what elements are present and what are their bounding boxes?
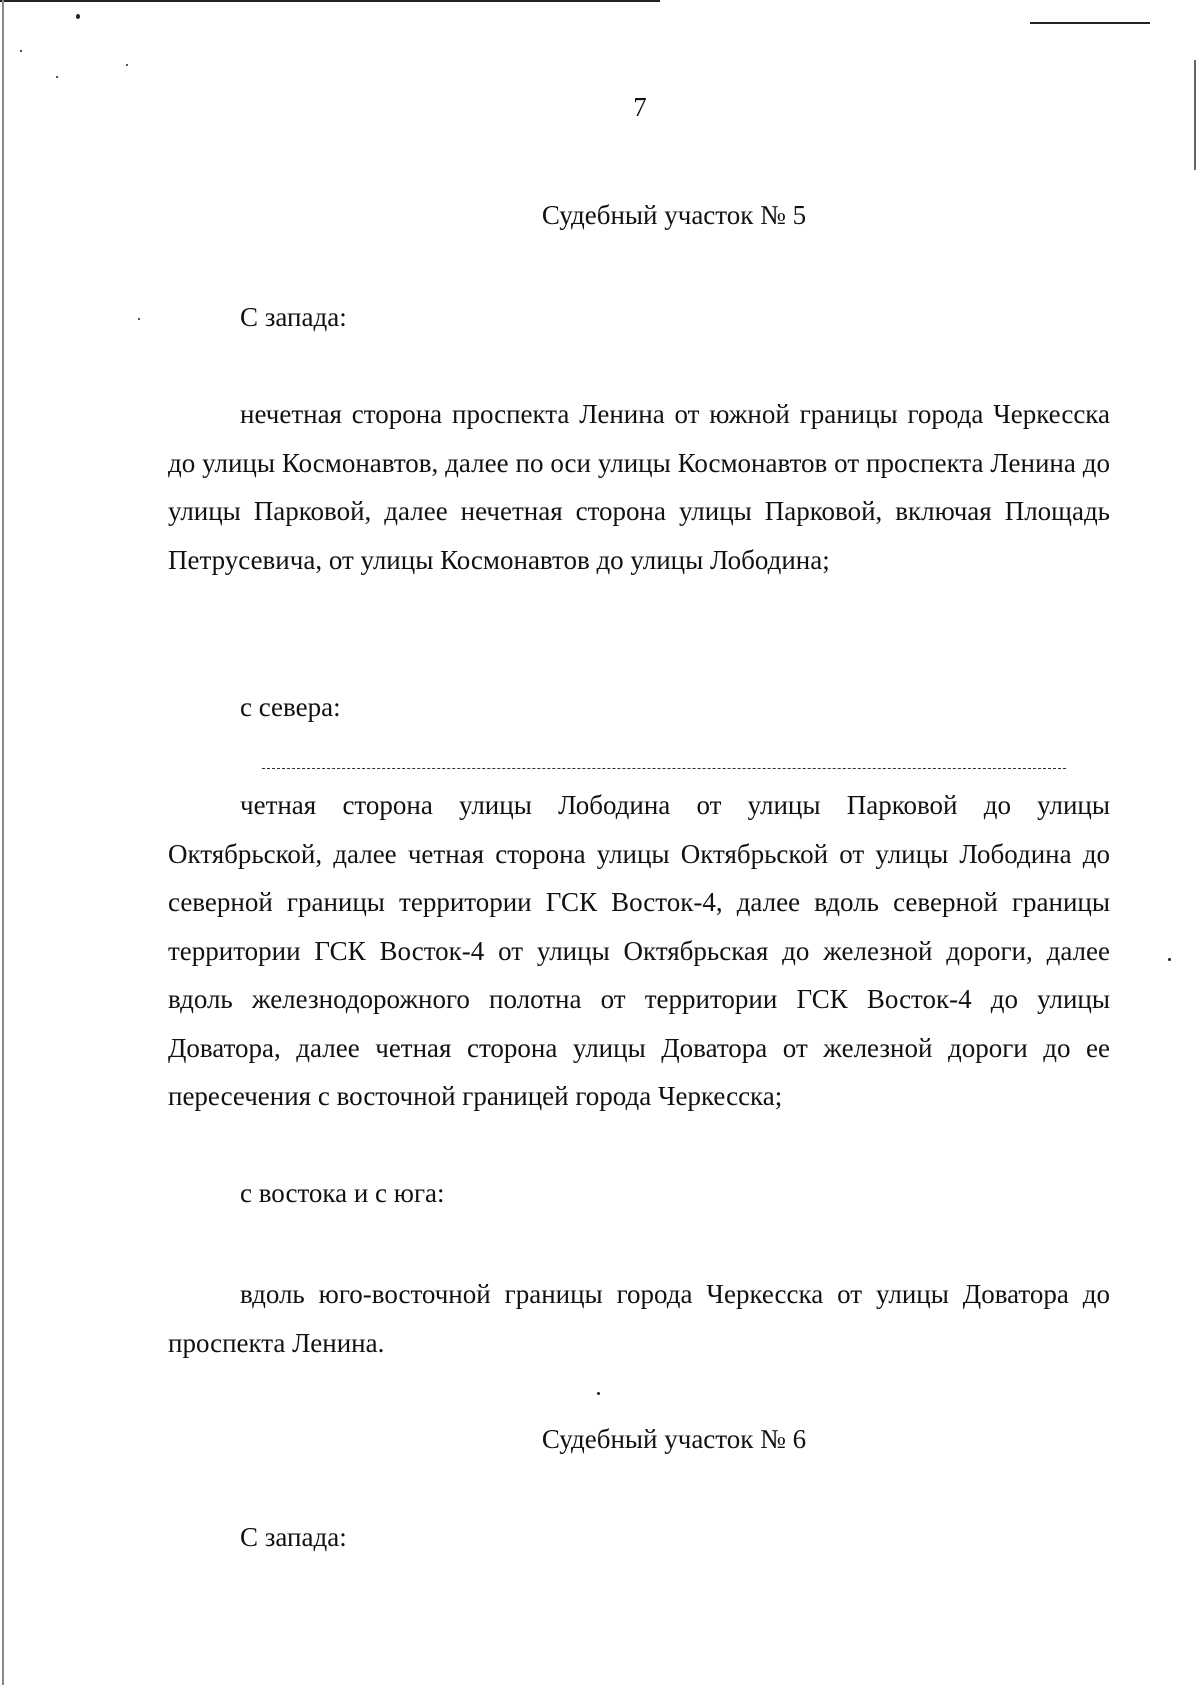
scan-artifact-dashed-rule <box>262 768 1066 769</box>
section-5-north-label: с севера: <box>240 692 341 722</box>
scan-artifact-dot <box>597 1392 600 1395</box>
scan-artifact-dot <box>1168 958 1171 961</box>
scan-artifact-dot <box>138 318 140 320</box>
section-heading-5: Судебный участок № 5 <box>541 200 807 230</box>
section-5-north-text: четная сторона улицы Лободина от улицы Парковой до улицы Октябрьской, далее четная сторона улицы Октябрьской от улицы Лободина до северной границы территории ГСК Восток-4, далее вдоль северной границы территории ГСК Восток-4 от улицы Октябрьская до железной дороги, далее вдоль железнодорожного полотна от территории ГСК Восток-4 до улицы Доватора, далее четная сторона улицы Доватора от железной дороги до ее пересечения с восточной границей города Черкесска; <box>168 790 1110 1111</box>
section-5-west-label: С запада: <box>240 302 347 332</box>
section-5-west-text: нечетная сторона проспекта Ленина от южной границы города Черкесска до улицы Космонавтов, далее по оси улицы Космонавтов от проспекта Ленина до улицы Парковой, далее нечетная сторона улицы Парковой, включая Площадь Петрусевича, от улицы Космонавтов до улицы Лободина; <box>168 399 1110 575</box>
scan-artifact-dot <box>76 14 80 19</box>
page-number: 7 <box>633 92 647 122</box>
scan-artifact-dot <box>20 50 22 52</box>
section-6-west-label: С запада: <box>240 1522 347 1552</box>
scan-artifact-top-line <box>0 0 660 2</box>
section-5-east-south-text: вдоль юго-восточной границы города Черкесска от улицы Доватора до проспекта Ленина. <box>168 1279 1110 1358</box>
scan-artifact-right-edge <box>1194 60 1196 170</box>
scan-artifact-dot <box>56 76 58 78</box>
section-5-east-south-label: с востока и с юга: <box>240 1178 445 1208</box>
scan-artifact-dot <box>126 64 128 66</box>
section-heading-6: Судебный участок № 6 <box>541 1424 807 1454</box>
scan-artifact-top-line <box>1030 22 1150 24</box>
